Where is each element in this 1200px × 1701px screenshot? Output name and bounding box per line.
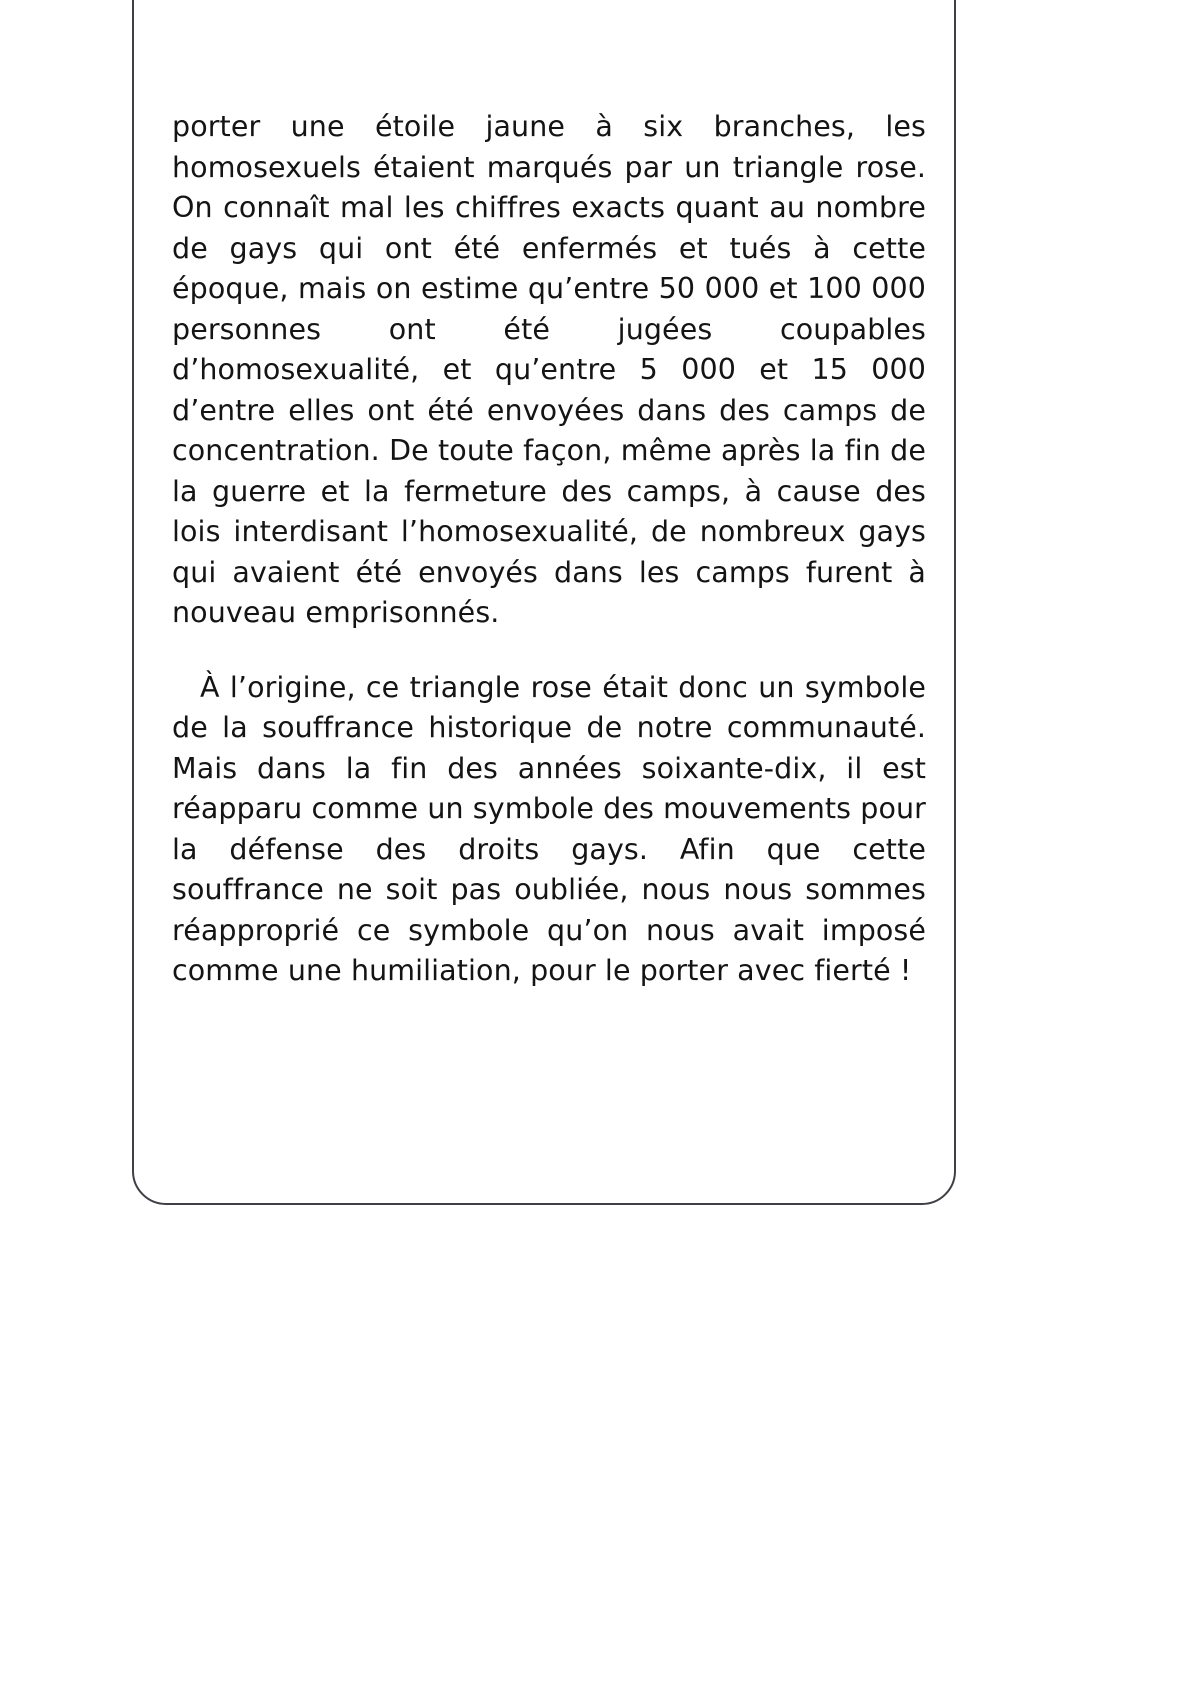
- document-page: [132, 0, 956, 1205]
- body-paragraph-1: porter une étoile jaune à six branches, les homosexuels étaient marqués par un triangle rose. On connaît mal les chiffres exacts quant au nombre de gays qui ont été enfermés et tués à cette époque, mais on estime qu’entre 50 000 et 100 000 personnes ont été jugées coupables d’homosexualité, et qu’entre 5 000 et 15 000 d’entre elles ont été envoyées dans des camps de concentration. De toute façon, même après la fin de la guerre et la fermeture des camps, à cause des lois interdisant l’homosexualité, de nombreux gays qui avaient été envoyés dans les camps furent à nouveau emprisonnés.: [172, 110, 926, 629]
- body-paragraph-2: À l’origine, ce triangle rose était donc un symbole de la souffrance historique de notre communauté. Mais dans la fin des années soixante-dix, il est réapparu comme un symbole des mouvements pour la défense des droits gays. Afin que cette souffrance ne soit pas oubliée, nous nous sommes réapproprié ce symbole qu’on nous avait imposé comme une humiliation, pour le porter avec fierté !: [172, 670, 926, 987]
- page-text-body: [172, 107, 926, 992]
